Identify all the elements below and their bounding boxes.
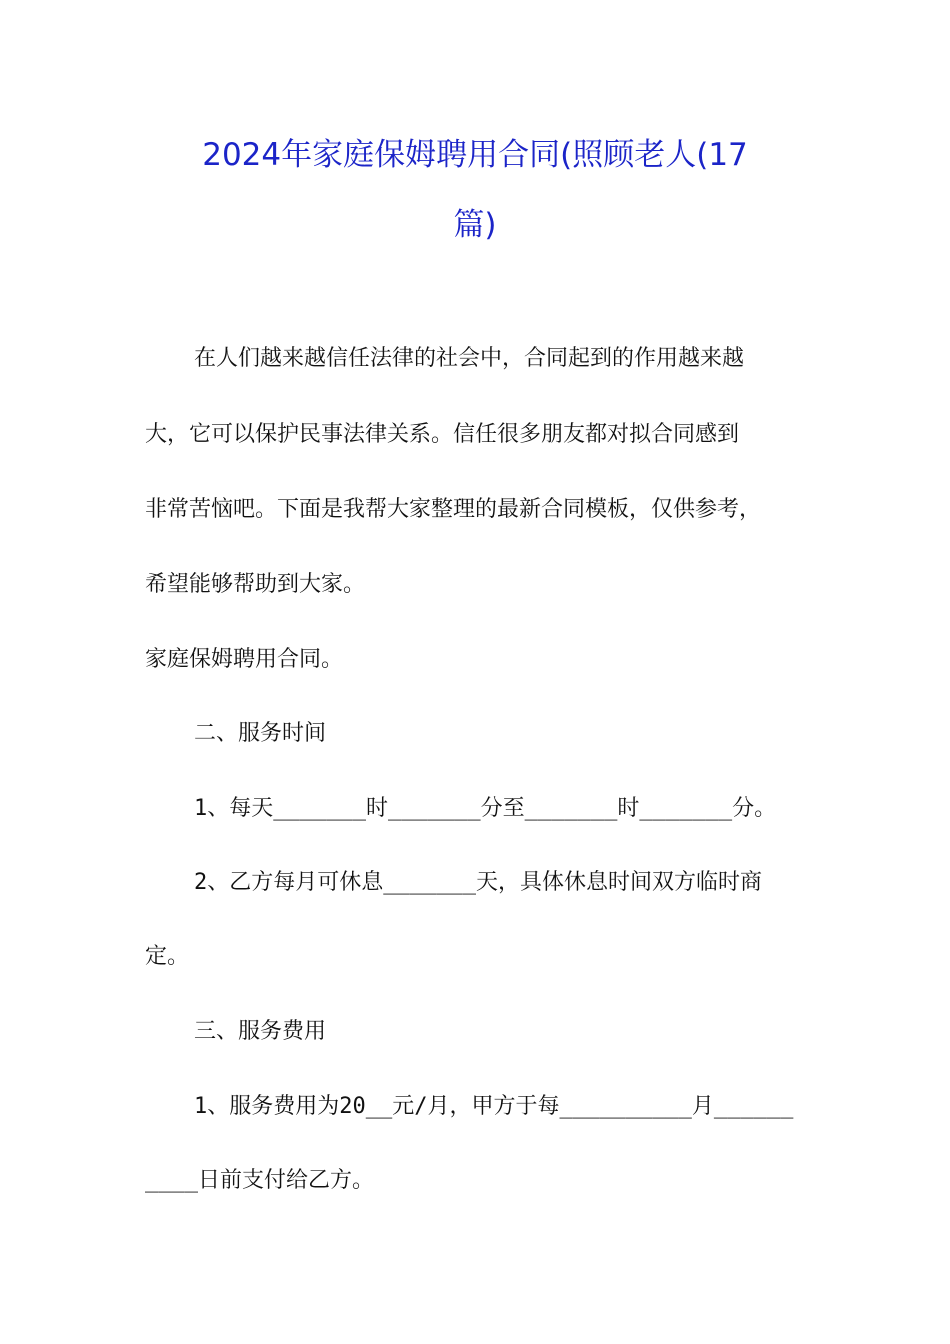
service-time-clause-2-line-1: 2、乙方每月可休息_______天，具体休息时间双方临时商 [194,870,762,895]
section-heading-service-time: 二、服务时间 [194,721,327,746]
intro-paragraph-line-3: 非常苦恼吧。下面是我帮大家整理的最新合同模板，仅供参考， [145,497,762,522]
contract-name-line: 家庭保姆聘用合同。 [145,647,344,672]
service-fee-clause-1-line-2: ____日前支付给乙方。 [145,1168,374,1193]
intro-paragraph-line-4: 希望能够帮助到大家。 [145,572,366,597]
document-title-line-2: 篇) [453,207,497,243]
document-title-line-1: 2024年家庭保姆聘用合同(照顾老人(17 [202,137,748,173]
service-time-clause-2-line-2: 定。 [145,944,190,969]
section-heading-service-fee: 三、服务费用 [194,1019,327,1044]
service-fee-clause-1-line-1: 1、服务费用为20__元/月，甲方于每__________月______ [194,1094,794,1119]
intro-paragraph-line-2: 大，它可以保护民事法律关系。信任很多朋友都对拟合同感到 [145,422,740,447]
service-time-clause-1: 1、每天_______时_______分至_______时_______分。 [194,796,777,821]
intro-paragraph-line-1: 在人们越来越信任法律的社会中，合同起到的作用越来越 [194,346,745,371]
